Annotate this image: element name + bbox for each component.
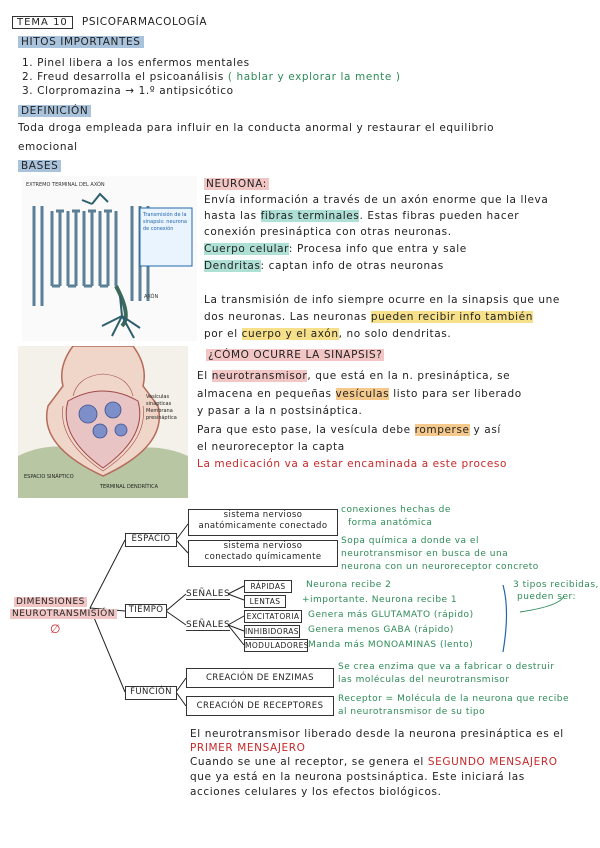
definicion-line-1: Toda droga empleada para influir en la conducta anormal y restaurar el equilibrio bbox=[18, 122, 495, 134]
neurona-heading: NEURONA: bbox=[206, 178, 267, 190]
fig2-label-1: Vesículas sinápticas bbox=[146, 394, 172, 407]
sinapsis-line-1: El neurotransmisor, que está en la n. presináptica, se bbox=[197, 370, 511, 382]
transmision-line-2: dos neuronas. Las neuronas pueden recibir info también bbox=[204, 311, 533, 323]
transmision-line-1: La transmisión de info siempre ocurre en la sinapsis que une bbox=[204, 294, 560, 306]
neurona-line-1: Envía información a través de un axón enorme que la lleva bbox=[204, 194, 549, 206]
tema-label: TEMA 10 bbox=[12, 16, 73, 29]
neurona-line-2: hasta las fibras terminales. Estas fibras pueden hacer bbox=[204, 210, 520, 222]
note-enzimas-1: Se crea enzima que va a fabricar o destruir bbox=[338, 662, 555, 672]
fig2-label-2: Membrana presináptica bbox=[146, 408, 177, 421]
sinapsis-line-5: el neuroreceptor la capta bbox=[197, 441, 345, 453]
diagram-root-symbol: ∅ bbox=[50, 622, 61, 636]
fig1-note: Transmisión de la sinapsis: neurona de conexión bbox=[143, 212, 187, 232]
node-funcion: FUNCIÓN bbox=[125, 686, 177, 700]
fig1-bottom-label: AXÓN bbox=[144, 294, 159, 300]
node-creacion-receptores: CREACIÓN DE RECEPTORES bbox=[186, 696, 334, 716]
sinapsis-line-6: La medicación va a estar encaminada a este proceso bbox=[197, 458, 508, 470]
fig1-top-label: EXTREMO TERMINAL DEL AXÓN bbox=[26, 182, 105, 188]
neurona-line-5: Dendritas: captan info de otras neuronas bbox=[204, 260, 444, 272]
mensajero-line-3: Cuando se une al receptor, se genera el SEGUNDO MENSAJERO bbox=[190, 756, 558, 768]
note-quimico-2: neurotransmisor en busca de una bbox=[341, 549, 509, 559]
mensajero-line-2: PRIMER MENSAJERO bbox=[190, 742, 306, 754]
definicion-line-2: emocional bbox=[18, 141, 78, 153]
neurona-line-4: Cuerpo celular: Procesa info que entra y sale bbox=[204, 243, 467, 255]
mensajero-line-4: que ya está en la neurona postsináptica. Este iniciará las bbox=[190, 771, 525, 783]
node-moduladores: MODULADORES bbox=[245, 641, 309, 650]
note-receptores-1: Receptor = Molécula de la neurona que recibe bbox=[338, 694, 569, 704]
node-rapidas: RÁPIDAS bbox=[244, 580, 292, 593]
hitos-item-3: 3. Clorpromazina → 1.º antipsicótico bbox=[22, 85, 234, 97]
hitos-heading: HITOS IMPORTANTES bbox=[18, 36, 144, 48]
note-tipos-2: pueden ser: bbox=[517, 592, 577, 602]
note-enzimas-2: las moléculas del neurotransmisor bbox=[338, 675, 510, 685]
note-receptores-2: al neurotransmisor de su tipo bbox=[338, 707, 486, 717]
bases-heading: BASES bbox=[18, 160, 61, 172]
note-lentas: +importante. Neurona recibe 1 bbox=[302, 595, 458, 605]
definicion-heading: DEFINICIÓN bbox=[18, 105, 91, 117]
sinapsis-line-2: almacena en pequeñas vesículas listo para ser liberado bbox=[197, 388, 522, 400]
diagram-root-line-1: DIMENSIONES bbox=[16, 597, 85, 607]
note-inhibidoras: Genera menos GABA (rápido) bbox=[308, 625, 454, 635]
sinapsis-line-4: Para que esto pase, la vesícula debe romperse y así bbox=[197, 424, 501, 436]
note-anatomico-1: conexiones hechas de bbox=[341, 505, 451, 515]
node-inhibidoras: INHIBIDORAS bbox=[245, 627, 299, 636]
note-quimico-1: Sopa química a donde va el bbox=[341, 536, 479, 546]
node-tiempo: TIEMPO bbox=[125, 604, 167, 618]
fig2-label-4: TERMINAL DENDRÍTICA bbox=[100, 484, 159, 490]
note-anatomico-2: forma anatómica bbox=[348, 518, 433, 528]
note-tipos-1: 3 tipos recibidas, bbox=[513, 580, 599, 590]
note-excitatoria: Genera más GLUTAMATO (rápido) bbox=[308, 610, 474, 620]
sinapsis-heading: ¿CÓMO OCURRE LA SINAPSIS? bbox=[208, 349, 383, 361]
hitos-item-2: 2. Freud desarrolla el psicoanálisis ( hablar y explorar la mente ) bbox=[22, 71, 401, 83]
node-snc-anatomico: sistema nervioso anatómicamente conectado bbox=[188, 509, 338, 536]
hitos-item-1: 1. Pinel libera a los enfermos mentales bbox=[22, 57, 250, 69]
page-title: PSICOFARMACOLOGÍA bbox=[81, 16, 208, 28]
node-snc-quimico: sistema nervioso conectado químicamente bbox=[188, 540, 338, 567]
node-senales-2: SEÑALES bbox=[186, 620, 231, 630]
note-rapidas: Neurona recibe 2 bbox=[306, 580, 392, 590]
node-lentas: LENTAS bbox=[244, 595, 286, 608]
node-excitatoria: EXCITATORIA bbox=[244, 610, 302, 623]
sinapsis-line-3: y pasar a la n postsináptica. bbox=[197, 405, 363, 417]
neurona-line-3: conexión presináptica con otras neuronas. bbox=[204, 226, 452, 238]
fig2-label-3: ESPACIO SINÁPTICO bbox=[24, 474, 74, 480]
note-quimico-3: neurona con un neuroreceptor concreto bbox=[341, 562, 539, 572]
diagram-root-line-2: NEUROTRANSMISIÓN bbox=[12, 609, 115, 619]
mensajero-line-1: El neurotransmisor liberado desde la neurona presináptica es el bbox=[190, 728, 564, 740]
node-espacio: ESPACIO bbox=[125, 533, 177, 547]
node-creacion-enzimas: CREACIÓN DE ENZIMAS bbox=[186, 668, 334, 688]
note-moduladores: Manda más MONOAMINAS (lento) bbox=[308, 640, 474, 650]
transmision-line-3: por el cuerpo y el axón, no solo dendritas. bbox=[204, 328, 452, 340]
node-senales-1: SEÑALES bbox=[186, 589, 231, 599]
mensajero-line-5: acciones celulares y los efectos biológicos. bbox=[190, 786, 442, 798]
